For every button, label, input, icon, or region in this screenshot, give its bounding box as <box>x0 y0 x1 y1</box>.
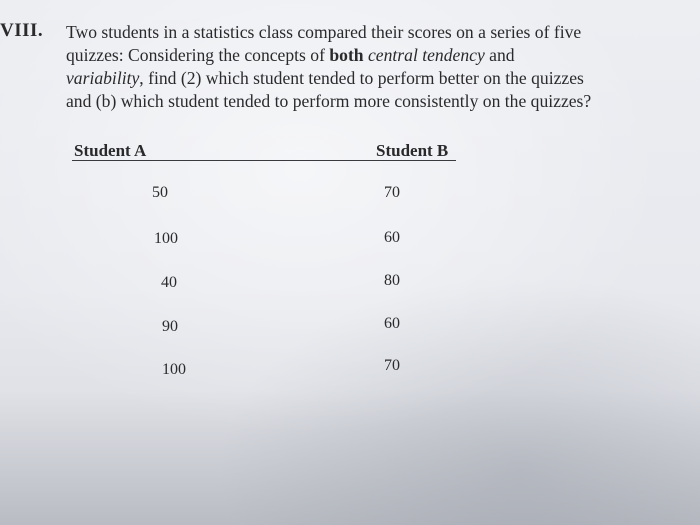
score-b-2: 60 <box>384 229 400 246</box>
emphasis-variability: variability <box>66 68 140 88</box>
header-underline <box>72 160 456 161</box>
question-text <box>66 21 676 113</box>
score-b-4: 60 <box>384 315 400 332</box>
question-number: VIII. <box>0 20 44 41</box>
question-line-2: quizzes: Considering the concepts of both central tendency and <box>66 45 515 65</box>
question-line-1: Two students in a statistics class compared their scores on a series of five <box>66 22 582 42</box>
emphasis-both: both <box>329 45 364 65</box>
score-b-3: 80 <box>384 272 400 289</box>
score-b-5: 70 <box>384 357 400 374</box>
score-a-5: 100 <box>162 361 186 378</box>
score-a-1: 50 <box>152 184 168 201</box>
score-b-1: 70 <box>384 184 400 201</box>
column-header-student-a: Student A <box>74 141 147 160</box>
score-a-4: 90 <box>162 318 178 335</box>
question-line-4: and (b) which student tended to perform more consistently on the quizzes? <box>66 91 592 111</box>
photo-shadow <box>0 390 700 525</box>
emphasis-central-tendency: central tendency <box>368 45 485 65</box>
score-a-2: 100 <box>154 230 178 247</box>
column-header-student-b: Student B <box>376 141 449 160</box>
score-a-3: 40 <box>161 274 177 291</box>
question-line-3: variability, find (2) which student tended to perform better on the quizzes <box>66 68 584 88</box>
